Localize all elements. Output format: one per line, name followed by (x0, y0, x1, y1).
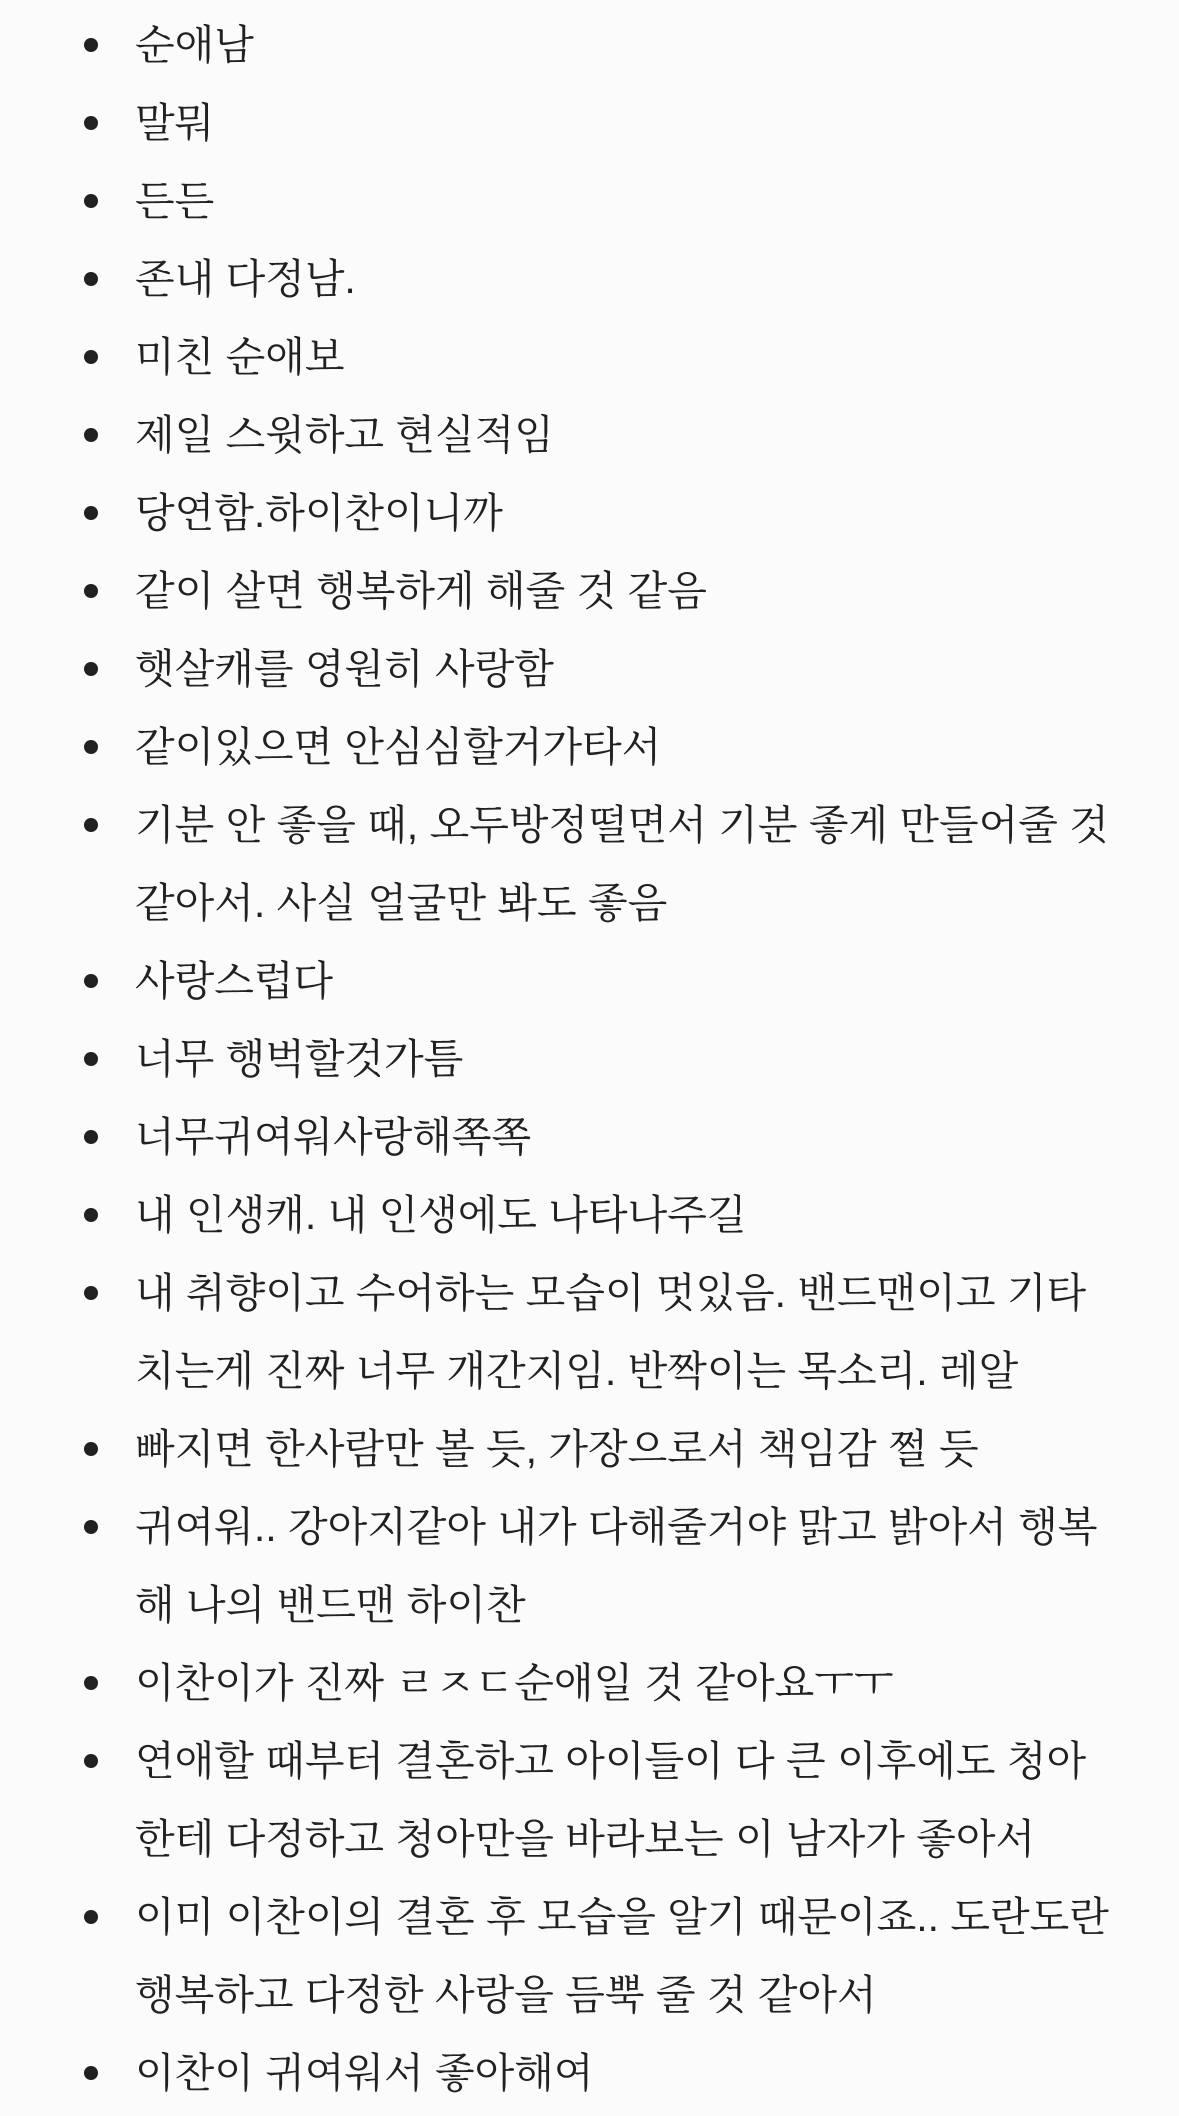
comment-text: 너무귀여워사랑해쪽쪽 (135, 1114, 532, 1160)
list-item (0, 474, 1115, 552)
list-item (0, 240, 1115, 318)
comment-text: 사랑스럽다 (135, 958, 334, 1004)
comment-text: 미친 순애보 (135, 334, 345, 380)
list-item (0, 1098, 1115, 1176)
bullet-icon (84, 818, 98, 832)
bullet-icon (84, 116, 98, 130)
bullet-icon (84, 1130, 98, 1144)
list-item (0, 630, 1115, 708)
bullet-icon (84, 506, 98, 520)
bullet-icon (84, 428, 98, 442)
comment-text: 햇살캐를 영원히 사랑함 (135, 646, 554, 692)
bullet-icon (84, 1676, 98, 1690)
comment-text: 연애할 때부터 결혼하고 아이들이 다 큰 이후에도 청아한테 다정하고 청아만을 바라보는 이 남자가 좋아서 (135, 1738, 1087, 1862)
list-item (0, 942, 1115, 1020)
list-item (0, 1410, 1115, 1488)
bullet-icon (84, 1520, 98, 1534)
bullet-icon (84, 1052, 98, 1066)
comment-text: 이찬이가 진짜 ㄹㅈㄷ순애일 것 같아요ㅜㅜ (135, 1660, 894, 1706)
bullet-icon (84, 194, 98, 208)
comment-text: 이찬이 귀여워서 좋아해여 (135, 2050, 594, 2096)
bullet-icon (84, 740, 98, 754)
comment-text: 내 취향이고 수어하는 모습이 멋있음. 밴드맨이고 기타치는게 진짜 너무 개간지임. 반짝이는 목소리. 레알 (135, 1270, 1087, 1394)
list-item (0, 2034, 1115, 2112)
bullet-icon (84, 584, 98, 598)
comment-text: 같이있으면 안심심할거가타서 (135, 724, 662, 770)
list-item (0, 1020, 1115, 1098)
bullet-icon (84, 662, 98, 676)
comment-text: 존내 다정남. (135, 256, 356, 302)
comment-text: 빠지면 한사람만 볼 듯, 가장으로서 책임감 쩔 듯 (135, 1426, 979, 1472)
list-item (0, 1722, 1115, 1878)
list-item (0, 1878, 1115, 2034)
comment-text: 제일 스윗하고 현실적임 (135, 412, 554, 458)
bullet-icon (84, 1442, 98, 1456)
list-item (0, 1176, 1115, 1254)
list-item (0, 552, 1115, 630)
list-item (0, 1644, 1115, 1722)
bullet-icon (84, 350, 98, 364)
comment-text: 너무 행벅할것가틈 (135, 1036, 464, 1082)
list-item (0, 396, 1115, 474)
list-item (0, 708, 1115, 786)
comment-text: 같이 살면 행복하게 해줄 것 같음 (135, 568, 707, 614)
list-item (0, 318, 1115, 396)
list-item (0, 786, 1115, 942)
bullet-icon (84, 974, 98, 988)
list-item (0, 6, 1115, 84)
bullet-icon (84, 1286, 98, 1300)
comment-text: 기분 안 좋을 때, 오두방정떨면서 기분 좋게 만들어줄 것 같아서. 사실 얼굴만 봐도 좋음 (135, 802, 1109, 926)
comment-text: 말뭐 (135, 100, 215, 146)
comment-text: 귀여워.. 강아지같아 내가 다해줄거야 맑고 밝아서 행복해 나의 밴드맨 하이찬 (135, 1504, 1098, 1628)
bullet-icon (84, 2066, 98, 2080)
comment-text: 든든 (135, 178, 215, 224)
comment-text: 순애남 (135, 22, 254, 68)
bullet-icon (84, 1208, 98, 1222)
comment-text: 당연함.하이찬이니까 (135, 490, 503, 536)
list-item (0, 1488, 1115, 1644)
comment-text: 이미 이찬이의 결혼 후 모습을 알기 때문이죠.. 도란도란 행복하고 다정한 사랑을 듬뿍 줄 것 같아서 (135, 1894, 1109, 2018)
list-item (0, 162, 1115, 240)
list-item (0, 84, 1115, 162)
bullet-icon (84, 1910, 98, 1924)
bullet-icon (84, 272, 98, 286)
list-item (0, 1254, 1115, 1410)
bullet-icon (84, 1754, 98, 1768)
comment-text: 내 인생캐. 내 인생에도 나타나주길 (135, 1192, 747, 1238)
bullet-icon (84, 38, 98, 52)
